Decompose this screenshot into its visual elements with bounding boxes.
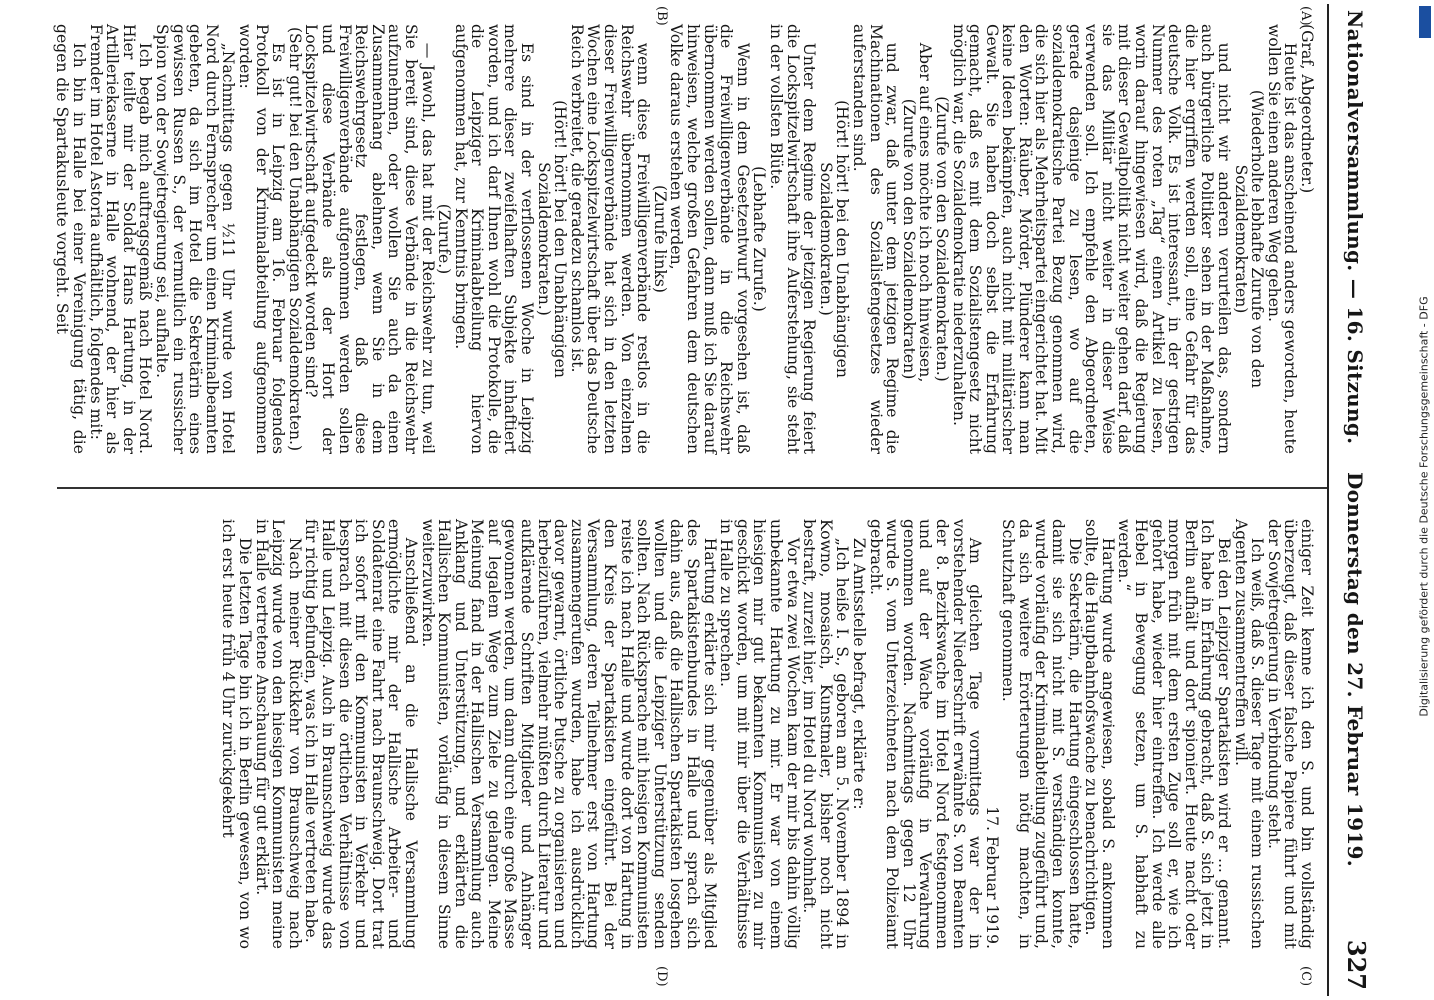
- page-number: 327: [1342, 939, 1371, 990]
- paragraph: Heute ist das anscheinend anders geworden, heute wollen Sie einen anderen Weg gehen.: [1264, 24, 1300, 454]
- page-header: [1333, 4, 1389, 996]
- interjection: (Hört! hört! bei den Unabhängigen Sozialdemokraten.): [816, 100, 852, 378]
- margin-mark-a: (A): [1298, 6, 1313, 26]
- paragraph: Zu Amtsstelle befragt, erklärte er:: [849, 537, 868, 810]
- interjection: (Sehr gut! bei den Unabhängigen Sozialdemokraten.): [285, 26, 304, 452]
- interjection: (Zurufe von den Sozialdemokraten): [899, 98, 918, 380]
- header-right: Donnerstag den 27. Februar 1919.: [1343, 472, 1367, 867]
- speaker-line: (Graf, Abgeordneter.): [1298, 24, 1316, 194]
- watermark-strip: [1414, 0, 1434, 1000]
- paragraph: Die letzten Tage bin ich in Berlin gewesen, von wo ich erst heute früh 4 Uhr zurückgekehrt: [219, 519, 254, 949]
- watermark-text: Digitalisierung gefördert durch die Deutsche Forschungsgemeinschaft - DFG: [1417, 296, 1431, 717]
- header-rule: [1327, 4, 1329, 996]
- paragraph: Wenn in dem Gesetzentwurf vorgesehen ist, daß die Freiwilligenverbände in die Reichswehr übernommen werden sollen, dann muß ich Sie darauf hinweisen, welche großen Gefahren dem deutschen Volke daraus erstehen werden,: [667, 24, 752, 454]
- paragraph: Ich weiß, daß S. dieser Tage mit einem russischen Agenten zusammentreffen will.: [1231, 519, 1267, 949]
- dateline: 17. Februar 1919.: [982, 806, 1001, 949]
- paragraph: „Ich heiße I. S., geboren am 5. November 1894 in Kowno, mosaisch, Kunstmaler, bisher noch nicht bestraft, zurzeit hier, im Hotel du Nord wohnhaft.: [800, 519, 852, 949]
- paragraph: Aber auf eines möchte ich noch hinweisen,: [916, 42, 935, 383]
- paragraph: einiger Zeit kenne ich den S. und bin vollständig überzeugt, daß dieser falsche Papiere führt und mit der Sowjetregierung in Verbindung steht.: [1264, 519, 1316, 949]
- paragraph: Ich bin in Halle bei einer Vereinigung tätig, die gegen die Spartakusleute vorgeht. Seit: [53, 24, 89, 454]
- paragraph: Die Sekretärin, die Hartung eingeschlossen hatte, damit sie sich nicht mit S. verständigen konnte, wurde vorläufig der Kriminalabteilung zugeführt und, da sich weitere Erörterungen nötig machten, in Schutzhaft genommen.: [999, 519, 1084, 949]
- paragraph: und zwar, daß unter dem jetzigen Regime die Machinationen des Sozialistengesetzes wieder auferstanden sind.: [849, 24, 902, 454]
- paragraph: Am gleichen Tage vormittags war der in vorstehender Niederschrift erwähnte S. von Beamten der 8. Bezirkswache im Hotel Nord festgenommen und auf der Wache vorläufig in Verwahrung genommen worden. Nachmittags gegen 12 Uhr wurde S. vom Unterzeichneten nach dem Polizeiamt gebracht.: [866, 519, 985, 949]
- margin-mark-b: (B): [654, 6, 669, 26]
- column-divider: [57, 487, 1327, 489]
- paragraph: Hartung erklärte sich mir gegenüber als Mitglied des Spartakistenbundes in Halle und sprach sich dahin aus, daß die Hallischen Spartakisten losgehen wollten und die Leipziger Unterstützung senden sollten. Nach Rücksprache mit hiesigen Kommunisten reiste ich nach Halle und wurde dort von Hartung in den Kreis der Spartakisten eingeführt. Bei der Versammlung, deren Teilnehmer erst von Hartung zusammengerufen wurden, habe ich ausdrücklich davor gewarnt, örtliche Putsche zu organisieren und herbeizuführen, vielmehr müßten durch Literatur und aufklärende Schriften Mitglieder und Anhänger gewonnen werden, um dann durch eine große Masse auf legalem Wege zum Ziele zu gelangen. Meine Meinung fand in der Hallischen Versammlung auch Anklang und Unterstützung, und erklärten die Hallischen Kommunisten, vorläufig in diesem Sinne weiterzuwirken.: [418, 519, 719, 949]
- paragraph: Es sind in der verflossenen Woche in Leipzig mehrere dieser zweifelhaften Subjekte inhaftiert worden, und ich darf Ihnen wohl die Protokolle, die die Leipziger Kriminalabteilung hiervon aufgenommen hat, zur Kenntnis bringen.: [451, 24, 537, 454]
- interjection: (Zurufe links): [650, 185, 669, 293]
- paragraph: Vor etwa zwei Wochen kam der mir bis dahin völlig unbekannte Hartung zu mir. Er war von einem hiesigen mir gut bekannten Kommunisten zu mir geschickt worden, um mit mir über die Verhältnisse in Halle zu sprechen.: [717, 519, 802, 949]
- paragraph: — Jawohl, das hat mit der Reichswehr zu tun, weil Sie bereit sind, diese Verbände in die Reichswehr aufzunehmen, oder wollen Sie auch da einen Zusammenhang ablehnen, wenn Sie in dem Reichswehrgesetz festlegen, daß diese Freiwilligenverbände aufgenommen werden sollen und diese Verbände als der Hort der Lockspitzelwirtschaft aufgedeckt worden sind?: [302, 24, 437, 454]
- header-left: Nationalversammlung. — 16. Sitzung.: [1343, 10, 1367, 445]
- paragraph: Anschließend an die Hallische Versammlung ermöglichte mir der Hallische Arbeiter- und Soldatenrat eine Fahrt nach Braunschweig. Dort trat ich sofort mit den Kommunisten in Verkehr und besprach mit diesen die örtlichen Verhältnisse von Halle und Leipzig. Auch in Braunschweig wurde das für richtig befunden, was ich in Halle vertreten habe.: [302, 519, 420, 949]
- paragraph: Hartung wurde angewiesen, sobald S. ankommen sollte, die Hauptbahnhofswache zu benachrichtigen.: [1082, 519, 1117, 949]
- paragraph: und nicht wir anderen verurteilen das, sondern auch bürgerliche Politiker sehen in der Maßnahme, die hier ergriffen werden soll, eine Gefahr für das deutsche Volk. Es ist interessant, in der gestrigen Nummer des roten „Tag“ einen Artikel zu lesen, worin darauf hingewiesen wird, daß die Regierung mit dieser Gewaltpolitik nicht weiter gehen darf, daß sie das Militär nicht weiter in dieser Weise verwenden soll. Ich empfehle den Abgeordneten, gerade dasjenige zu lesen, wo auf die sozialdemokratische Partei Bezug genommen wird, die sich hier als Mehrheitspartei eingerichtet hat. Mit den Worten: Räuber, Mörder, Plünderer kann man keine Ideen bekämpfen, auch nicht mit militärischer Gewalt. Sie haben doch selbst die Erfahrung gemacht, daß es mit dem Sozialistengesetz nicht möglich war, die Sozialdemokratie niederzuhalten.: [949, 24, 1234, 454]
- paragraph: Nach meiner Rückkehr von Braunschweig nach Leipzig wurde von den hiesigen Kommunisten meine in Halle vertretene Anschauung für gut erklärt.: [252, 519, 304, 949]
- paragraph: wenn diese Freiwilligenverbände restlos in die Reichswehr übernommen werden. Von einzelnen dieser Freiwilligenverbände hat sich in den letzten Wochen eine Lockspitzelwirtschaft über das Deutsche Reich verbreitet, die geradezu schamlos ist.: [567, 24, 653, 454]
- rotated-page: [53, 4, 1389, 996]
- interjection: (Zurufe von den Sozialdemokraten.): [932, 96, 951, 382]
- paragraph: Es ist in Leipzig am 16. Februar folgendes Protokoll von der Kriminalabteilung aufgenommen worden:: [236, 24, 288, 454]
- paragraph: Ich begab mich auftragsgemäß nach Hotel Nord. Hier teilte mir der Soldat Hans Hartung, in der Artilleriekaserne in Halle wohnend, der hier als Fremder im Hotel Astoria aufhältlich, folgendes mit:: [86, 24, 155, 454]
- paragraph: Bei den Leipziger Spartakisten wird er ... genannt. Ich habe in Erfahrung gebracht, daß S. sich jetzt in Berlin aufhält und dort spioniert. Heute nacht oder morgen früh mit dem ersten Zuge soll er, wie ich gehört habe, wieder hier eintreffen. Ich werde alle Hebel in Bewegung setzen, um S. habhaft zu werden.“: [1115, 519, 1234, 949]
- interjection: (Hört! hört! bei den Unabhängigen Sozialdemokraten.): [534, 100, 570, 378]
- paragraph: „Nachmittags gegen ½11 Uhr wurde von Hotel Nord durch Fernsprecher um einen Kriminalbeamten gebeten, da sich im Hotel die Sekretärin eines gewissen Russen S., der vermutlich ein russischer Spion von der Sowjetregierung sei, aufhalte.: [153, 24, 238, 454]
- interjection: (Zurufe.): [435, 203, 454, 275]
- interjection: (Wiederholte lebhafte Zurufe von den Sozialdemokraten): [1231, 89, 1267, 389]
- left-column: [54, 24, 1315, 454]
- paragraph: Unter dem Regime der jetzigen Regierung feiert die Lockspitzelwirtschaft ihre Auferstehung, sie steht in der vollsten Blüte.: [767, 24, 819, 454]
- margin-mark-c: (C): [1298, 966, 1313, 987]
- interjection: (Lebhafte Zurufe.): [750, 166, 769, 312]
- margin-mark-d: (D): [654, 966, 669, 987]
- right-column: [220, 519, 1315, 949]
